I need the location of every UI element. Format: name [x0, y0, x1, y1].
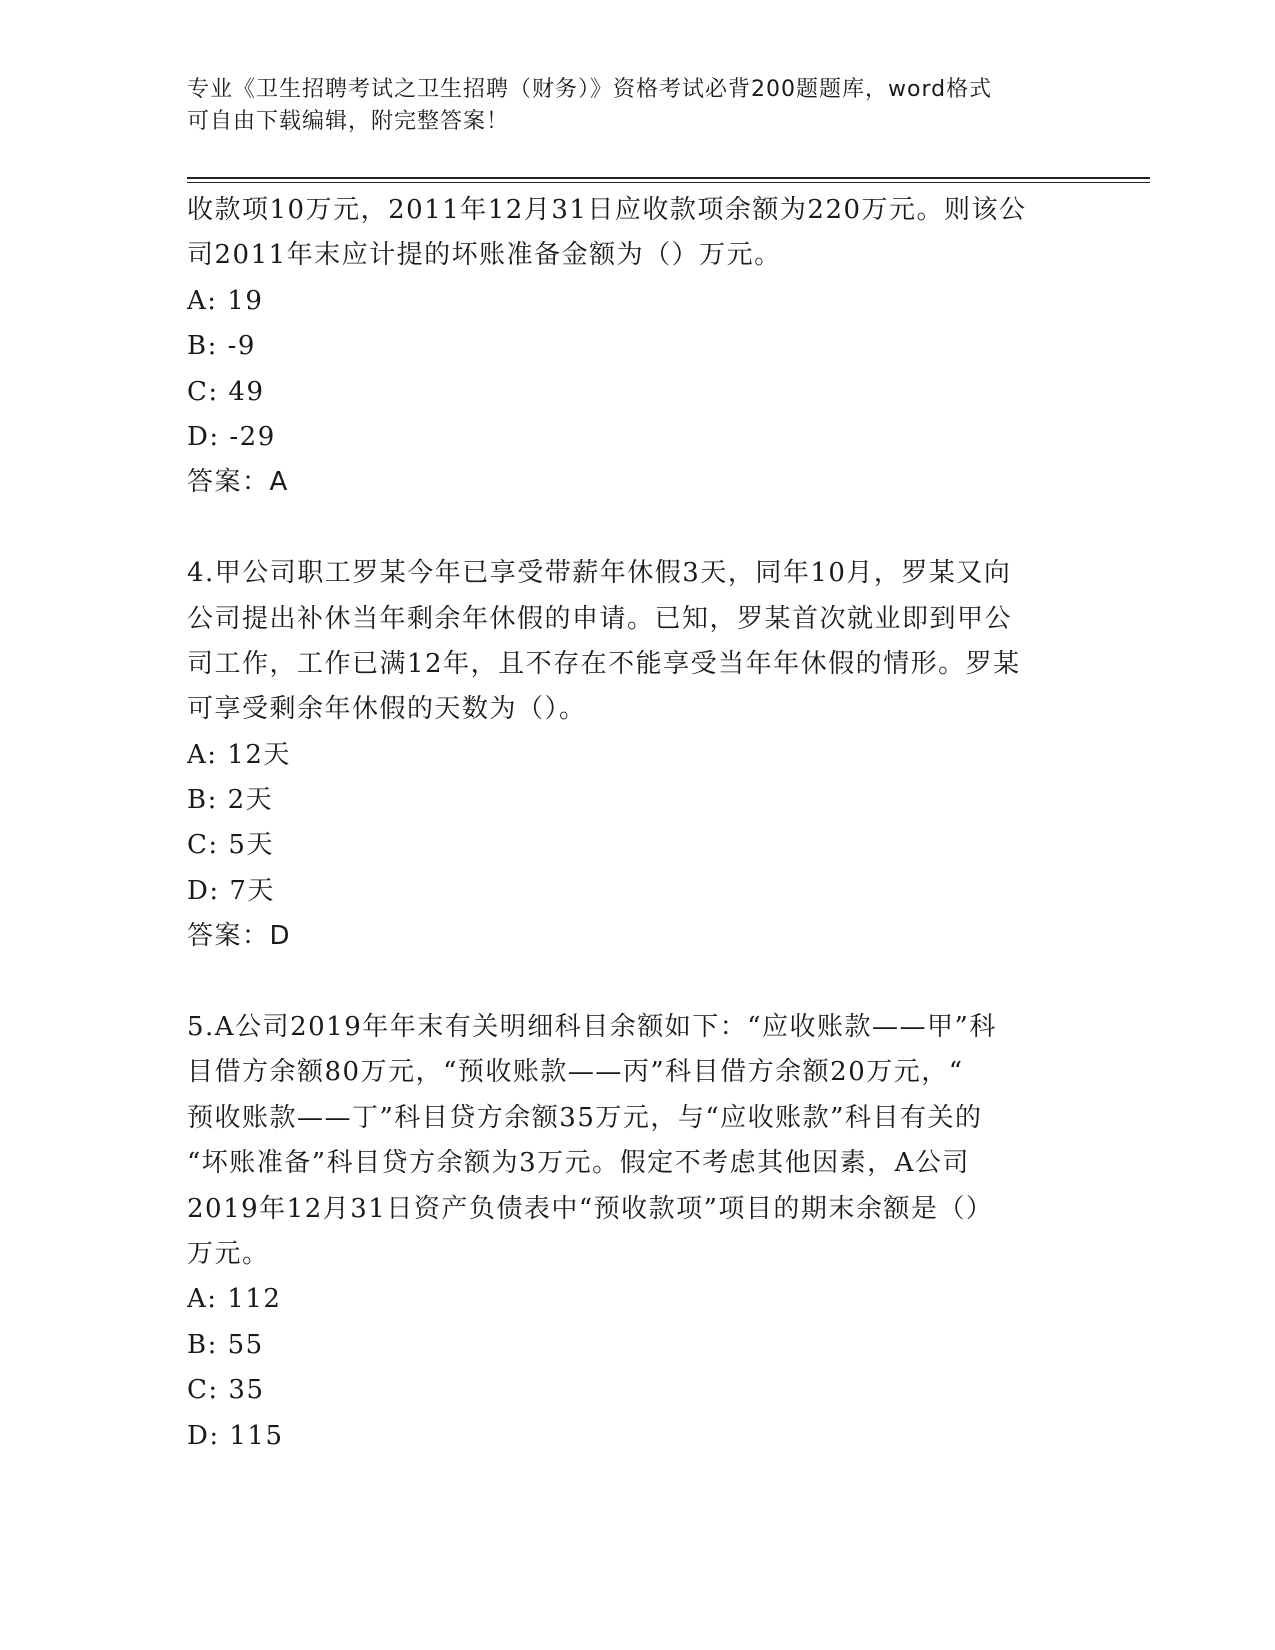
question-gap — [187, 506, 1087, 551]
header-title-line-2: 可自由下载编辑，附完整答案！ — [187, 109, 510, 134]
option-d: D: -29 — [187, 421, 276, 452]
option-c: C: 49 — [187, 376, 265, 407]
question-stem-line: 预收账款——丁”科目贷方余额35万元，与“应收账款”科目有关的 — [187, 1102, 983, 1133]
option-a: A: 112 — [187, 1284, 282, 1315]
option-b: B: -9 — [187, 331, 256, 362]
option-c: C: 5天 — [187, 830, 274, 861]
option-b: B: 2天 — [187, 785, 274, 816]
question-stem-line: 万元。 — [187, 1238, 270, 1269]
question-stem-line: 司工作，工作已满12年，且不存在不能享受当年年休假的情形。罗某 — [187, 648, 1021, 679]
header-rule-thin — [187, 182, 1150, 183]
question-stem-line: 2019年12月31日资产负债表中“预收款项”项目的期末余额是（） — [187, 1193, 994, 1224]
question-4 — [187, 551, 1087, 960]
question-3 — [187, 188, 1087, 506]
question-gap — [187, 960, 1087, 1005]
question-stem-line: 4.甲公司职工罗某今年已享受带薪年休假3天，同年10月，罗某又向 — [187, 558, 1012, 589]
option-d: D: 115 — [187, 1420, 284, 1451]
option-a: A: 19 — [187, 285, 264, 316]
answer-label: 答案：A — [187, 467, 289, 498]
option-a: A: 12天 — [187, 739, 291, 770]
header-rule-thick — [187, 177, 1150, 179]
question-stem-line: 可享受剩余年休假的天数为（）。 — [187, 694, 587, 725]
question-stem-line: 收款项10万元，2011年12月31日应收款项余额为220万元。则该公 — [187, 195, 1027, 225]
option-b: B: 55 — [187, 1329, 264, 1360]
question-stem-line: 公司提出补休当年剩余年休假的申请。已知，罗某首次就业即到甲公 — [187, 603, 1013, 634]
question-stem-line: 司2011年末应计提的坏账准备金额为（）万元。 — [187, 240, 782, 271]
header-title-line-1: 专业《卫生招聘考试之卫生招聘（财务）》资格考试必背200题题库，word格式 — [187, 77, 993, 102]
question-stem-line: 5.A公司2019年年末有关明细科目余额如下：“应收账款——甲”科 — [187, 1012, 997, 1043]
option-d: D: 7天 — [187, 875, 275, 906]
question-stem-line: 目借方余额80万元，“预收账款——丙”科目借方余额20万元，“ — [187, 1057, 964, 1088]
question-5 — [187, 1005, 1087, 1459]
question-stem-line: “坏账准备”科目贷方余额为3万元。假定不考虑其他因素，A公司 — [187, 1148, 970, 1179]
option-c: C: 35 — [187, 1375, 265, 1406]
answer-label: 答案：D — [187, 921, 292, 952]
question-content — [187, 188, 1087, 1459]
page-header — [187, 74, 1087, 138]
